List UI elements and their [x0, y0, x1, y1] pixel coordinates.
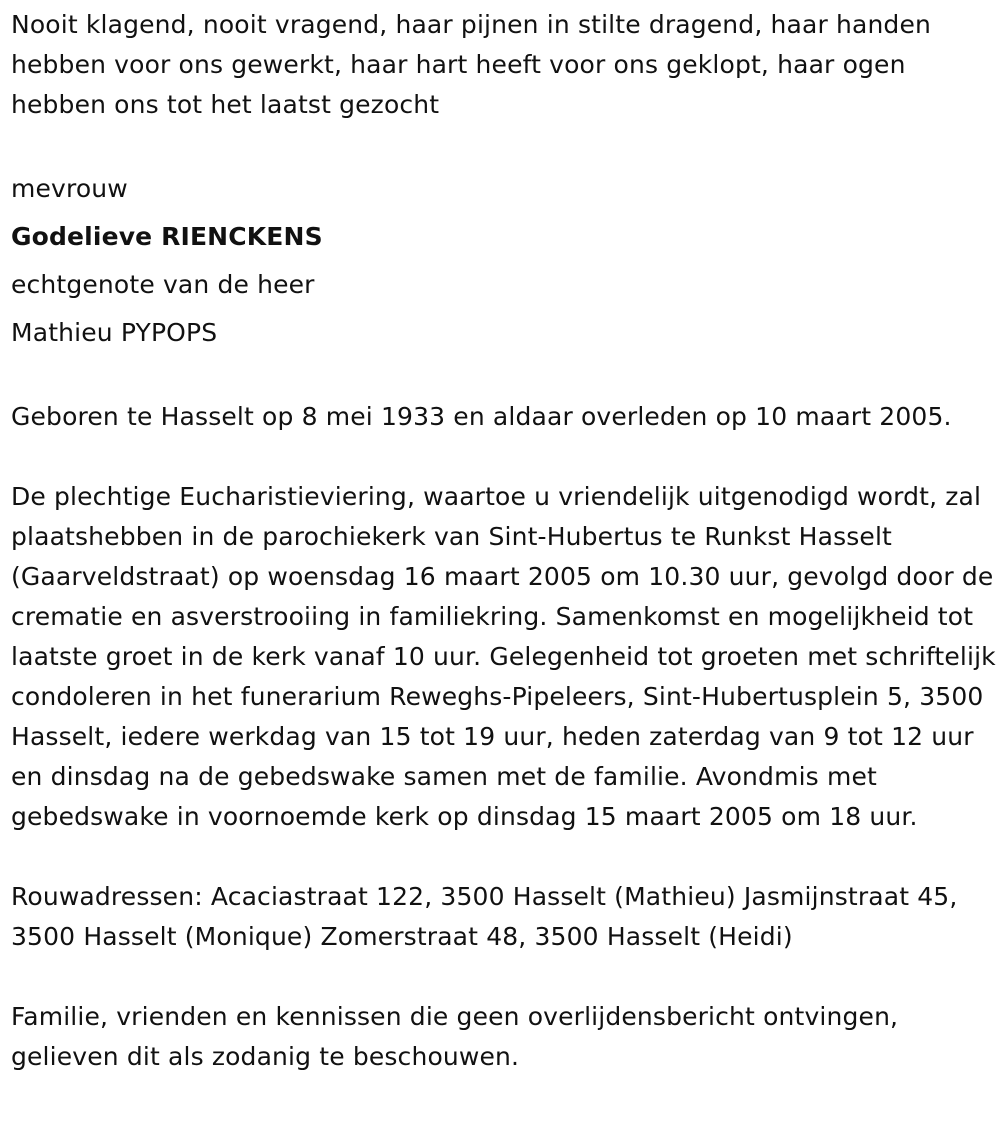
ceremony-paragraph: De plechtige Eucharistieviering, waartoe u vriendelijk uitgenodigd wordt, zal plaatshebben in de parochiekerk van Sint-Hubertus te Runkst Hasselt (Gaarveldstraat) op woensdag 16 maart 2005 om 10.30 uur, gevolgd door de crematie en asverstrooiing in familiekring. Samenkomst en mogelijkheid tot laatste groet in de kerk vanaf 10 uur. Gelegenheid tot groeten met schriftelijk condoleren in het funerarium Reweghs-Pipeleers, Sint-Hubertusplein 5, 3500 Hasselt, iedere werkdag van 15 tot 19 uur, heden zaterdag van 9 tot 12 uur en dinsdag na de gebedswake samen met de familie. Avondmis met gebedswake in voornoemde kerk op dinsdag 15 maart 2005 om 18 uur. — [11, 482, 996, 831]
spouse-relation: echtgenote van de heer — [11, 270, 315, 299]
poem-paragraph: Nooit klagend, nooit vragend, haar pijnen in stilte dragend, haar handen hebben voor ons gewerkt, haar hart heeft voor ons geklopt, haar ogen hebben ons tot het laatst gezocht — [11, 10, 931, 119]
birth-death-paragraph: Geboren te Hasselt op 8 mei 1933 en aldaar overleden op 10 maart 2005. — [11, 402, 952, 431]
title-prefix: mevrouw — [11, 174, 128, 203]
spacer — [11, 837, 996, 877]
spacer — [11, 437, 996, 477]
spouse-name: Mathieu PYPOPS — [11, 318, 218, 347]
obituary-text — [11, 5, 996, 1077]
spacer — [11, 357, 996, 397]
closing-paragraph: Familie, vrienden en kennissen die geen overlijdensbericht ontvingen, gelieven dit als zodanig te beschouwen. — [11, 1002, 899, 1071]
deceased-name: Godelieve RIENCKENS — [11, 222, 323, 251]
spacer — [11, 957, 996, 997]
mourning-addresses-paragraph: Rouwadressen: Acaciastraat 122, 3500 Hasselt (Mathieu) Jasmijnstraat 45, 3500 Hasselt (Monique) Zomerstraat 48, 3500 Hasselt (Heidi) — [11, 882, 958, 951]
spacer — [11, 125, 996, 165]
